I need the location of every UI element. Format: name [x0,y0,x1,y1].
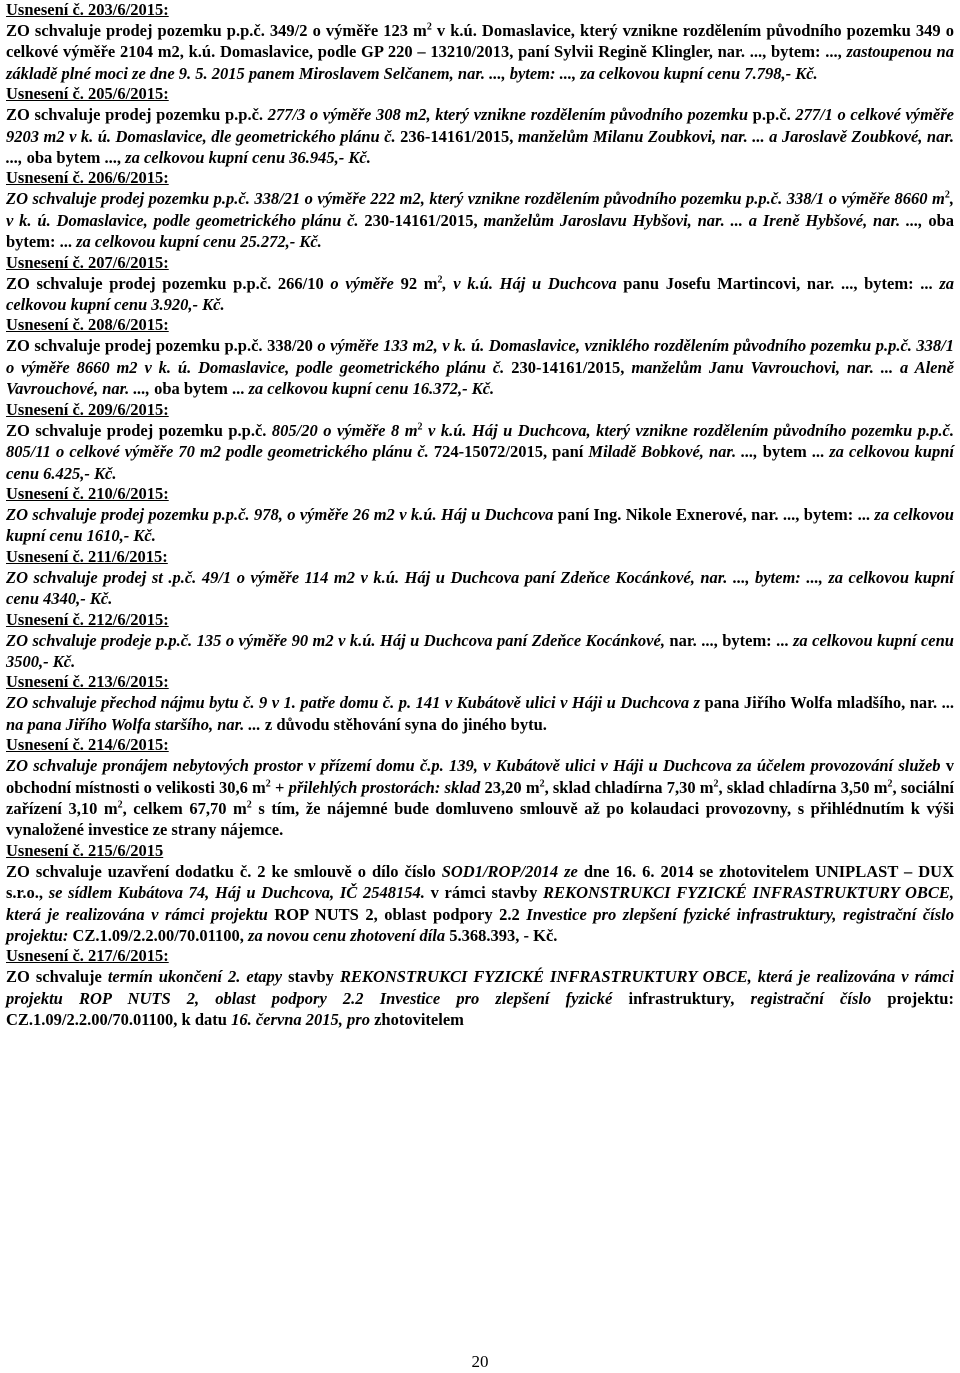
text-segment: ZO schvaluje prodej pozemku p.p.č. 266/10 [6,273,331,293]
resolution-section [6,253,954,316]
text-segment: CZ.1.09/2.2.00/70.01100, [72,926,249,945]
resolution-text [6,861,954,947]
text-segment: 805/20 o výměře 8 m [271,420,418,440]
resolution-heading: Usnesení č. 209/6/2015: [6,399,169,419]
text-segment: ZO schvaluje prodej pozemku p.p.č. [6,105,268,125]
text-segment: pana Jiřího Wolfa mladšího, nar. ... [704,693,954,713]
text-segment: za celkovou kupní cenu 6.425,- Kč. [6,442,954,483]
text-segment: 724-15072/2015, paní [433,442,589,462]
text-segment: registrační číslo [750,988,888,1008]
resolution-text [6,755,954,841]
text-segment: ZO schvaluje prodej st .p.č. 49/1 o výměře 114 m2 v k.ú. Háj u Duchcova paní Zdeňce Kocánkové, nar. ..., bytem: ..., za celkovou kupní cenu 4340,- Kč. [6,567,954,609]
text-segment: Miladě Bobkové, nar. ..., [588,442,763,462]
text-segment: přilehlých prostorách: sklad [288,777,485,797]
text-segment: 92 m [400,273,438,293]
text-segment: Investice pro zlepšení fyzické infrastruktury, registrační číslo projektu: [6,904,954,945]
resolution-heading: Usnesení č. 213/6/2015: [6,672,169,692]
text-segment: ZO schvaluje uzavření dodatku č. 2 ke smlouvě o dílo číslo [6,861,442,881]
text-segment: ZO schvaluje prodej pozemku p.p.č. 338/20 [6,336,318,356]
text-segment: 5.368.393, - Kč. [449,926,558,945]
text-segment: ZO schvaluje prodej pozemku p.p.č. 338/21 o výměře 222 m2, který vznikne rozdělením původního pozemku p.p.č. 338/1 o výměře 8660 m [6,189,945,209]
resolution-section [6,0,954,84]
resolution-heading: Usnesení č. 214/6/2015: [6,735,169,755]
text-segment: v k.ú. Háj u Duchcova, který vznikne rozdělením původního pozemku p.p.č. 805/11 o celkové výměře 70 m2 podle geometrického plánu č. [6,420,954,462]
resolution-heading: Usnesení č. 217/6/2015: [6,946,169,966]
text-segment: 277/3 o výměře 308 m2, který vznikne rozdělením původního pozemku [267,105,753,125]
text-segment: panu Josefu Martincovi, nar. ..., bytem: ... [623,273,940,293]
text-segment: o výměře 133 m2, v k. ú. Domaslavice, vzniklého rozdělením původního pozemku p.p.č. 338/1 o výměře 8660 m2 v k. ú. Domaslavice, podle geometrického plánu č. [6,336,954,377]
text-segment: , sklad chladírna 3,50 m [718,777,888,797]
text-segment: 230-14161/2015, [511,357,632,377]
resolution-section [6,672,954,735]
resolution-section [6,84,954,168]
resolution-heading: Usnesení č. 210/6/2015: [6,483,169,503]
text-segment: bytem ... [762,442,830,462]
resolution-heading: Usnesení č. 211/6/2015: [6,546,168,566]
resolution-heading: Usnesení č. 206/6/2015: [6,168,169,188]
text-segment: ZO schvaluje [6,967,108,987]
text-segment: stavby [288,967,340,987]
resolution-text [6,504,954,547]
text-segment: manželům Milanu Zoubkovi, nar. ... a Jaroslavě Zoubkové, nar. ..., [6,126,954,168]
text-segment: za celkovou kupní cenu 25.272,- Kč. [76,232,322,252]
resolution-section [6,315,954,399]
resolution-text [6,567,954,610]
text-segment: za celkovou kupní cenu 36.945,- Kč. [125,148,371,168]
resolution-section [6,484,954,547]
text-segment: nar. ..., bytem: ... [669,630,793,650]
text-segment: 230-14161/2015, [364,210,484,230]
text-segment: oba bytem: ... [6,210,954,252]
text-segment: oba bytem ..., [26,148,126,168]
text-segment: se sídlem Kubátova 74, Háj u Duchcova, IČ 2548154. [48,883,431,903]
superscript: 2 [887,778,893,790]
resolution-heading: Usnesení č. 207/6/2015: [6,252,169,272]
resolution-text [6,104,954,168]
text-segment: SOD1/ROP/2014 ze [441,861,584,881]
text-segment: v obchodní místnosti o velikosti 30,6 m [6,756,954,797]
superscript: 2 [539,778,545,790]
text-segment: v rámci stavby [430,883,544,903]
superscript: 2 [265,778,271,790]
text-segment: manželům Janu Vavrouchovi, nar. ... a Aleně Vavrouchové, nar. ..., [6,357,954,399]
text-segment: 236-14161/2015, [400,126,518,146]
text-segment: zhotovitelem [374,1010,464,1030]
text-segment: , sociální zařízení 3,10 m [6,777,954,818]
page-number: 20 [471,1352,489,1371]
text-segment: zastoupenou na základě plné moci ze dne 9. 5. 2015 panem Miroslavem Selčanem, nar. ..., bytem: ..., za celkovou kupní cenu 7.798,- Kč. [6,42,954,83]
text-segment: + [270,777,289,797]
text-segment: , v k. ú. Domaslavice, podle geometrického plánu č. [6,189,954,230]
resolution-heading: Usnesení č. 212/6/2015: [6,609,169,629]
text-segment: ZO schvaluje prodeje p.p.č. 135 o výměře 90 m2 v k.ú. Háj u Duchcova paní Zdeňce Kocánkové, [6,630,670,650]
text-segment: REKONSTRUKCI FYZICKÉ INFRASTRUKTURY OBCE, která je realizována v rámci projektu [6,883,954,924]
text-segment: 23,20 m [484,777,540,797]
text-segment: za celkovou kupní cenu 16.372,- Kč. [248,379,495,399]
text-segment: za celkovou kupní cenu 3500,- Kč. [6,630,954,671]
resolution-text [6,335,954,399]
text-segment: dne 16. 6. 2014 se zhotovitelem UNIPLAST – DUX s.r.o., [6,861,955,903]
resolution-section [6,610,954,673]
resolution-heading: Usnesení č. 203/6/2015: [6,0,169,19]
superscript: 2 [417,421,423,433]
text-segment: ZO schvaluje přechod nájmu bytu č. 9 v 1. patře domu č. p. 141 v Kubátově ulici v Háji u Duchcova z [6,693,705,713]
text-segment: oba bytem ... [154,379,249,399]
text-segment: manželům Jaroslavu Hybšovi, nar. ... a Ireně Hybšové, nar. ..., [483,210,929,230]
superscript: 2 [426,21,432,33]
text-segment: , celkem 67,70 m [122,798,247,818]
text-segment: za celkovou kupní cenu 3.920,- Kč. [6,273,954,315]
resolution-section [6,547,954,610]
text-segment: termín ukončení 2. etapy [107,967,289,987]
text-segment: z důvodu stěhování syna do jiného bytu. [264,714,547,734]
text-segment: za novou cenu zhotovení díla [248,926,450,945]
resolution-heading: Usnesení č. 208/6/2015: [6,315,169,335]
text-segment: infrastruktury, [628,988,751,1008]
text-segment: v k.ú. Domaslavice, který vznikne rozdělením původního pozemku 349 o celkové výměře 2104 m2, k.ú. Domaslavice, podle GP 220 – 13210/2013, paní Sylvii Regině Klingler, nar. ..., bytem: ..., [6,21,954,62]
resolution-text [6,966,954,1030]
text-segment: za celkovou kupní cenu 1610,- Kč. [6,504,954,546]
superscript: 2 [437,274,443,286]
resolution-text [6,692,954,735]
text-segment: p.p.č. [752,105,796,125]
resolution-text [6,630,954,673]
text-segment: 277/1 o celkové výměře 9203 m2 v k. ú. Domaslavice, dle geometrického plánu č. [6,105,954,146]
resolution-heading: Usnesení č. 215/6/2015 [6,840,164,860]
text-segment: , v k.ú. Háj u Duchcova [442,273,624,293]
text-segment: projektu: CZ.1.09/2.2.00/70.01100, k datu [6,988,954,1030]
resolution-section [6,168,954,252]
resolution-text [6,420,954,484]
superscript: 2 [944,189,950,201]
resolution-text [6,20,954,84]
resolution-text [6,188,954,252]
text-segment: o výměře [330,273,401,293]
text-segment: ZO schvaluje pronájem nebytových prostor v přízemí domu č.p. 139, v Kubátově ulici v Háji u Duchcova za účelem provozování služeb [6,756,946,776]
text-segment: s tím, že nájemné bude domluveno smlouvě až po kolaudaci provozovny, s přihlédnutím k výši vynaložené investice ze strany nájemce. [6,798,954,840]
resolution-section [6,946,954,1030]
resolution-section [6,400,954,484]
text-segment: ZO schvaluje prodej pozemku p.p.č. 978, o výměře 26 m2 v k.ú. Háj u Duchcova [6,504,558,524]
resolution-heading: Usnesení č. 205/6/2015: [6,84,169,104]
text-segment: ZO schvaluje prodej pozemku p.p.č. [6,420,272,440]
text-segment: , sklad chladírna 7,30 m [544,777,714,797]
resolution-section [6,841,954,947]
text-segment: ROP NUTS 2, oblast podpory 2.2 [274,904,527,924]
text-segment: 16. června 2015, pro [231,1010,375,1030]
superscript: 2 [117,799,123,811]
resolution-section [6,735,954,841]
document-page [6,0,954,1031]
text-segment: na pana Jiřího Wolfa staršího, nar. ... [6,714,265,734]
text-segment: paní Ing. Nikole Exnerové, nar. ..., bytem: ... [557,504,875,524]
superscript: 2 [246,799,252,811]
text-segment: ZO schvaluje prodej pozemku p.p.č. 349/2 o výměře 123 m [6,21,427,40]
resolution-text [6,273,954,316]
superscript: 2 [713,778,719,790]
text-segment: REKONSTRUKCI FYZICKÉ INFRASTRUKTURY OBCE, která je realizována v rámci projektu ROP NUTS 2, oblast podpory 2.2 Investice pro zlepšení fyzické [6,967,955,1008]
